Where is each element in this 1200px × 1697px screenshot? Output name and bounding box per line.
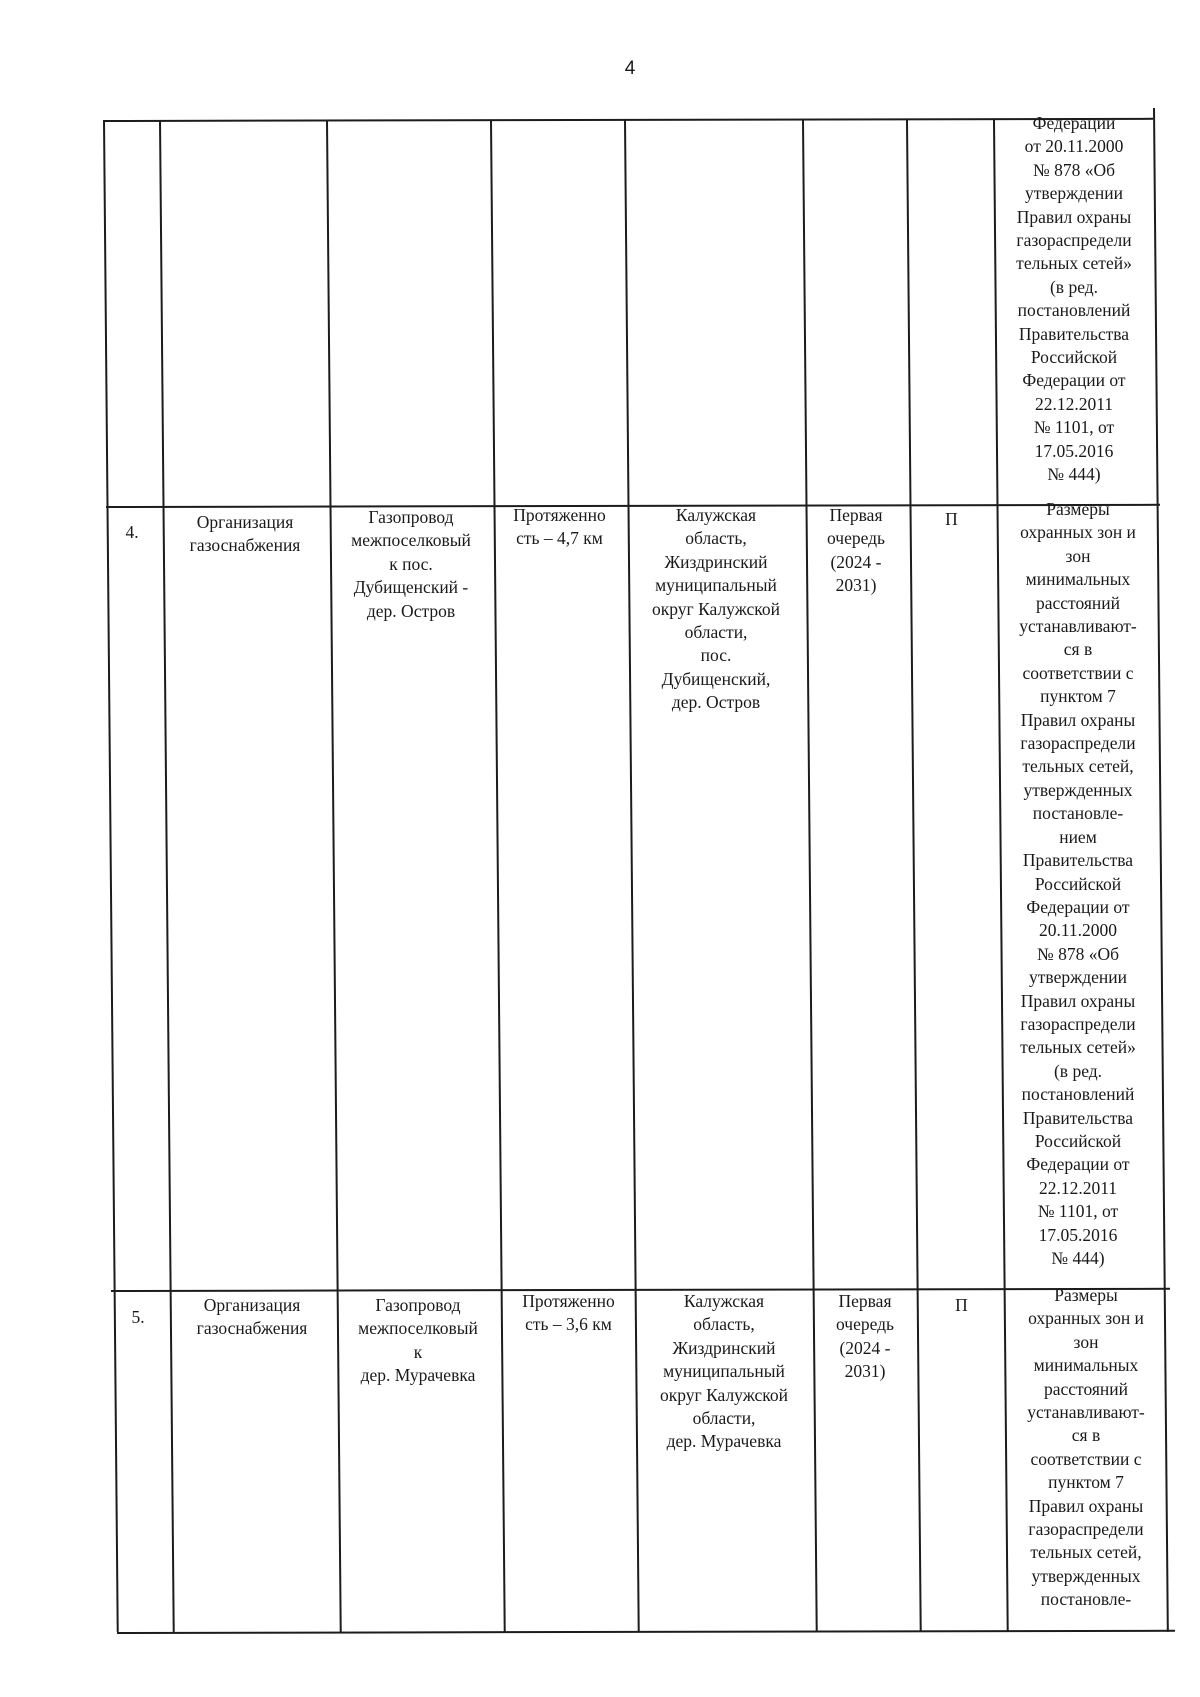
row-number: 5. xyxy=(131,1307,145,1327)
location-cell: Калужская область, Жиздринский муниципальный округ Калужской области, дер. Мурачевка xyxy=(660,1291,788,1452)
characteristics-cell: Протяженно сть – 3,6 км xyxy=(522,1291,615,1335)
type-cell: П xyxy=(955,1295,968,1315)
page-number: 4 xyxy=(624,58,636,79)
table-bottom-border xyxy=(117,1630,1175,1634)
note-cell: Размеры охранных зон и зон минимальных расстояний устанавливают- ся в соответствии с пунктом 7 Правил охраны газораспредели тельных сетей, утвержденных постановле- xyxy=(1027,1285,1145,1610)
row-number: 4. xyxy=(125,522,139,542)
col-border xyxy=(906,120,921,1632)
col-border xyxy=(326,120,341,1632)
purpose-cell: Организация газоснабжения xyxy=(189,512,301,556)
stage-cell: Первая очередь (2024 - 2031) xyxy=(835,1291,895,1382)
purpose-cell: Организация газоснабжения xyxy=(196,1295,308,1339)
object-cell: Газопровод межпоселковый к пос. Дубищенский - дер. Остров xyxy=(351,507,471,621)
location-cell: Калужская область, Жиздринский муниципальный округ Калужской области, пос. Дубищенский, дер. Остров xyxy=(652,505,780,713)
continuation-note-cell: Федерации от 20.11.2000 № 878 «Об утверждении Правил охраны газораспредели тельных сетей» (в ред. постановлений Правительства Российской Федерации от 22.12.2011 № 1101, от 17.05.2016 № 444) xyxy=(1016,113,1132,485)
note-cell: Размеры охранных зон и зон минимальных расстояний устанавливают- ся в соответствии с пунктом 7 Правил охраны газораспредели тельных сетей, утвержденных постановле- нием Правительства Российской Федерации от 20.11.2000 № 878 «Об утверждении Правил охраны газораспредели тельных сетей» (в ред. постановлений Правительства Российской Федерации от 22.12.2011 № 1101, от 17.05.2016 № 444) xyxy=(1019,499,1137,1268)
object-cell: Газопровод межпоселковый к дер. Мурачевка xyxy=(358,1295,478,1386)
col-border xyxy=(103,120,118,1632)
type-cell: П xyxy=(945,509,958,529)
col-border xyxy=(159,120,174,1632)
characteristics-cell: Протяженно сть – 4,7 км xyxy=(513,505,606,549)
stage-cell: Первая очередь (2024 - 2031) xyxy=(826,505,886,596)
col-border xyxy=(490,120,505,1632)
